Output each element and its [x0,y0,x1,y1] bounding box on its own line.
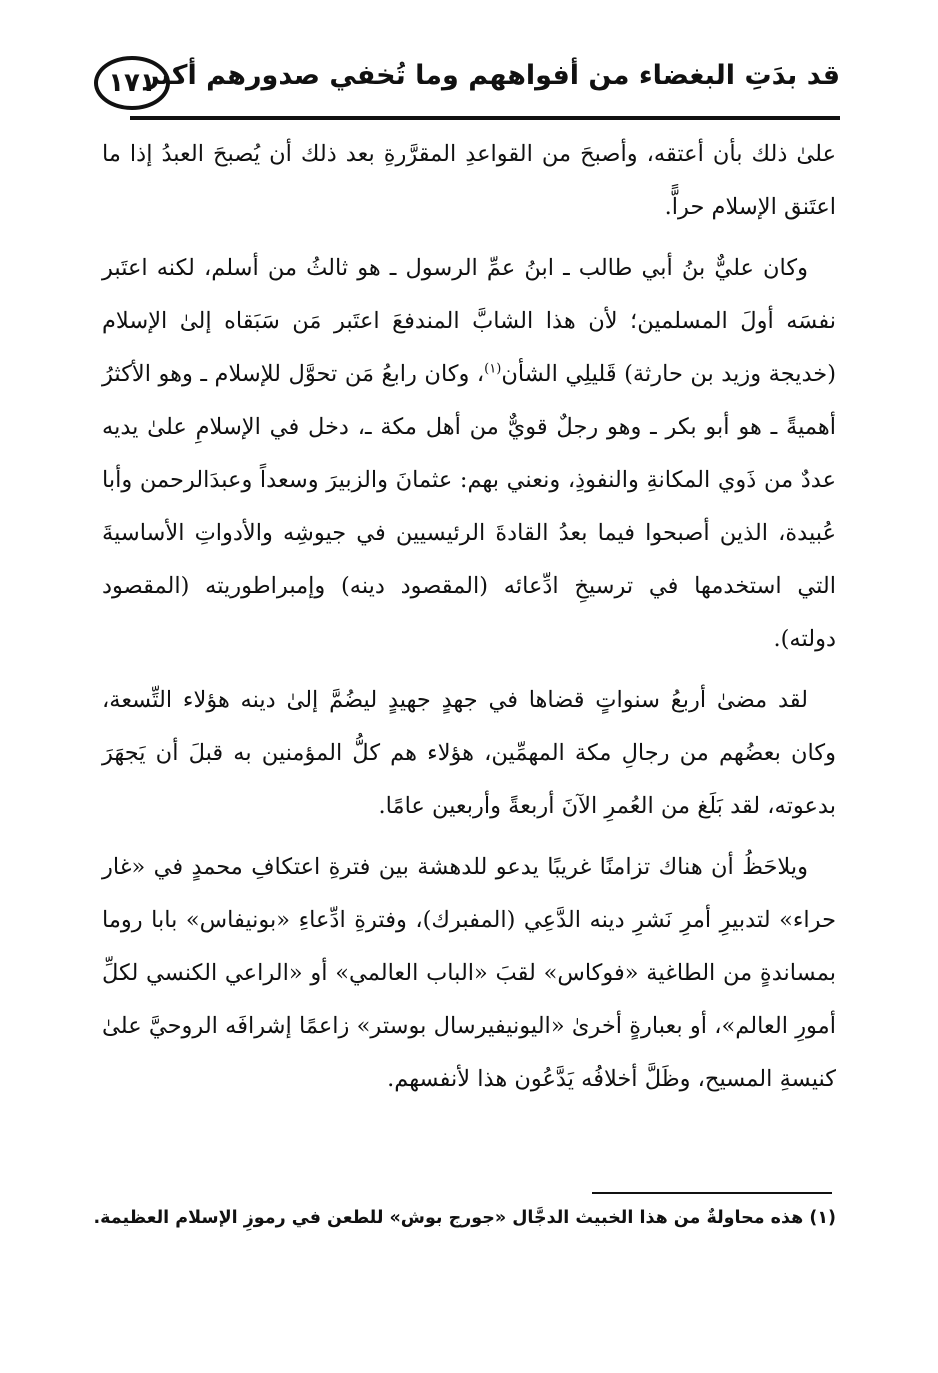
paragraph-2 [102,242,836,666]
footnote: (١) هذه محاولةٌ من هذا الخبيث الدجَّال «جورج بوش» للطعن في رموزِ الإسلام العظيمة. [93,1208,836,1228]
paragraph-4: ويلاحَظُ أن هناك تزامنًا غريبًا يدعو للدهشة بين فترةِ اعتكافِ محمدٍ في «غار حراء» لتدبيرِ أمرِ نَشرِ دينه الدَّعِي (المفبرك)، وفترةِ ادِّعاءِ «بونيفاس» بابا روما بمساندةٍ من الطاغية «فوكاس» لقبَ «الباب العالمي» أو «الراعي الكنسي لكلِّ أمورِ العالم»، أو بعبارةٍ أخرىٰ «اليونيفيرسال بوستر» زاعمًا إشرافَه الروحيَّ علىٰ كنيسةِ المسيح، وظَلَّ أخلافُه يَدَّعُون هذا لأنفسهم. [102,854,836,1092]
paragraph-2-part-1: وكان عليٌّ بنُ أبي طالب ـ ابنُ عمِّ الرسول ـ هو ثالثُ من أسلم، لكنه اعتَبر نفسَه أولَ المسلمين؛ لأن هذا الشابَّ المندفعَ اعتَبر مَن سَبَقاه إلىٰ الإسلام (خديجة وزيد بن حارثة) قَليلِي الشأن [102,255,836,387]
body-text [102,128,836,1106]
page-header [88,52,840,124]
page-number: ١٧١ [108,68,156,98]
header-rule [130,116,840,120]
running-title: قد بدَتِ البغضاء من أفواههم وما تُخفي صدورهم أكبر [143,60,840,91]
paragraph-2-part-2: ، وكان رابعُ مَن تحوَّل للإسلام ـ وهو الأكثرُ أهميةً ـ هو أبو بكر ـ وهو رجلٌ قويٌّ من أهل مكة ـ، دخل في الإسلامِ علىٰ يديه عددٌ من ذَوي المكانةِ والنفوذِ، ونعني بهم: عثمانَ والزبيرَ وسعداً وعبدَالرحمن وأبا عُبيدة، الذين أصبحوا فيما بعدُ القادةَ الرئيسيين في جيوشِه والأدواتِ الأساسيةَ التي استخدمها في ترسيخِ ادِّعائه (المقصود دينه) وإمبراطوريته (المقصود دولته). [102,361,836,652]
footnote-reference: (١) [484,361,502,377]
footnote-separator [592,1192,832,1194]
paragraph-1: علىٰ ذلك بأن أعتقه، وأصبحَ من القواعدِ المقرَّرةِ بعد ذلك أن يُصبحَ العبدُ إذا ما اعتَنق الإسلام حراًّ. [102,141,836,220]
paragraph-3: لقد مضىٰ أربعُ سنواتٍ قضاها في جهدٍ جهيدٍ ليضُمَّ إلىٰ دينه هؤلاء التِّسعة، وكان بعضُهم من رجالِ مكة المهمِّين، هؤلاء هم كلُّ المؤمنين به قبلَ أن يَجهَرَ بدعوته، لقد بَلَغ من العُمرِ الآنَ أربعةً وأربعين عامًا. [102,687,836,819]
